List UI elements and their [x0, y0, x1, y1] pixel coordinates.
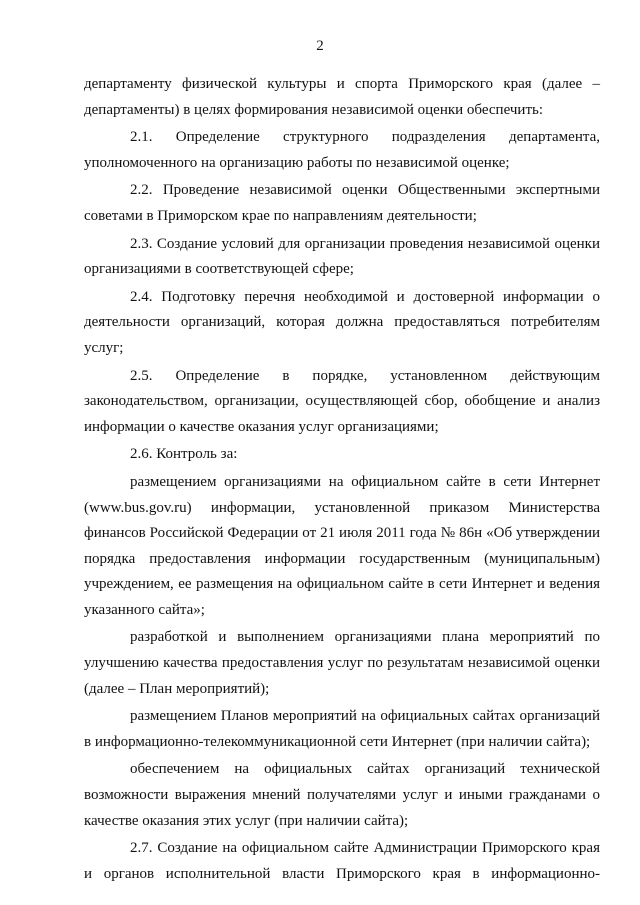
paragraph-2-7: 2.7. Создание на официальном сайте Администрации Приморского края и органов исполнительной власти Приморского края в информационно- [84, 840, 600, 882]
document-body [84, 72, 600, 889]
paragraph-2-6: 2.6. Контроль за: [130, 446, 238, 463]
paragraph-2-6-a: размещением организациями на официальном сайте в сети Интернет (www.bus.gov.ru) информации, установленной приказом Министерства финансов Российской Федерации от 21 июля 2011 года № 86н «Об утверждении порядка предоставления информации государственным (муниципальным) учреждением, ее размещения на официальном сайте в сети Интернет и ведения указанного сайта»; [84, 473, 600, 618]
paragraph-2-3: 2.3. Создание условий для организации проведения независимой оценки организациями в соответствующей сфере; [84, 235, 600, 278]
paragraph-intro: департаменту физической культуры и спорта Приморского края (далее – департаменты) в целях формирования независимой оценки обеспечить: [84, 76, 600, 118]
paragraph-2-6-b: разработкой и выполнением организациями плана мероприятий по улучшению качества предоставления услуг по результатам независимой оценки (далее – План мероприятий); [84, 629, 600, 697]
paragraph-2-1: 2.1. Определение структурного подразделения департамента, уполномоченного на организацию работы по независимой оценке; [84, 129, 600, 171]
page-number: 2 [316, 38, 324, 54]
paragraph-2-6-d: обеспечением на официальных сайтах организаций технической возможности выражения мнений получателями услуг и иными гражданами о качестве оказания этих услуг (при наличии сайта); [84, 761, 600, 829]
paragraph-2-5: 2.5. Определение в порядке, установленном действующим законодательством, организации, осуществляющей сбор, обобщение и анализ информации о качестве оказания услуг организациями; [84, 367, 600, 435]
paragraph-2-4: 2.4. Подготовку перечня необходимой и достоверной информации о деятельности организаций, которая должна предоставляться потребителям услуг; [84, 288, 600, 356]
paragraph-2-6-c: размещением Планов мероприятий на официальных сайтах организаций в информационно-телекоммуникационной сети Интернет (при наличии сайта); [84, 708, 600, 750]
paragraph-2-2: 2.2. Проведение независимой оценки Общественными экспертными советами в Приморском крае по направлениям деятельности; [84, 182, 600, 224]
